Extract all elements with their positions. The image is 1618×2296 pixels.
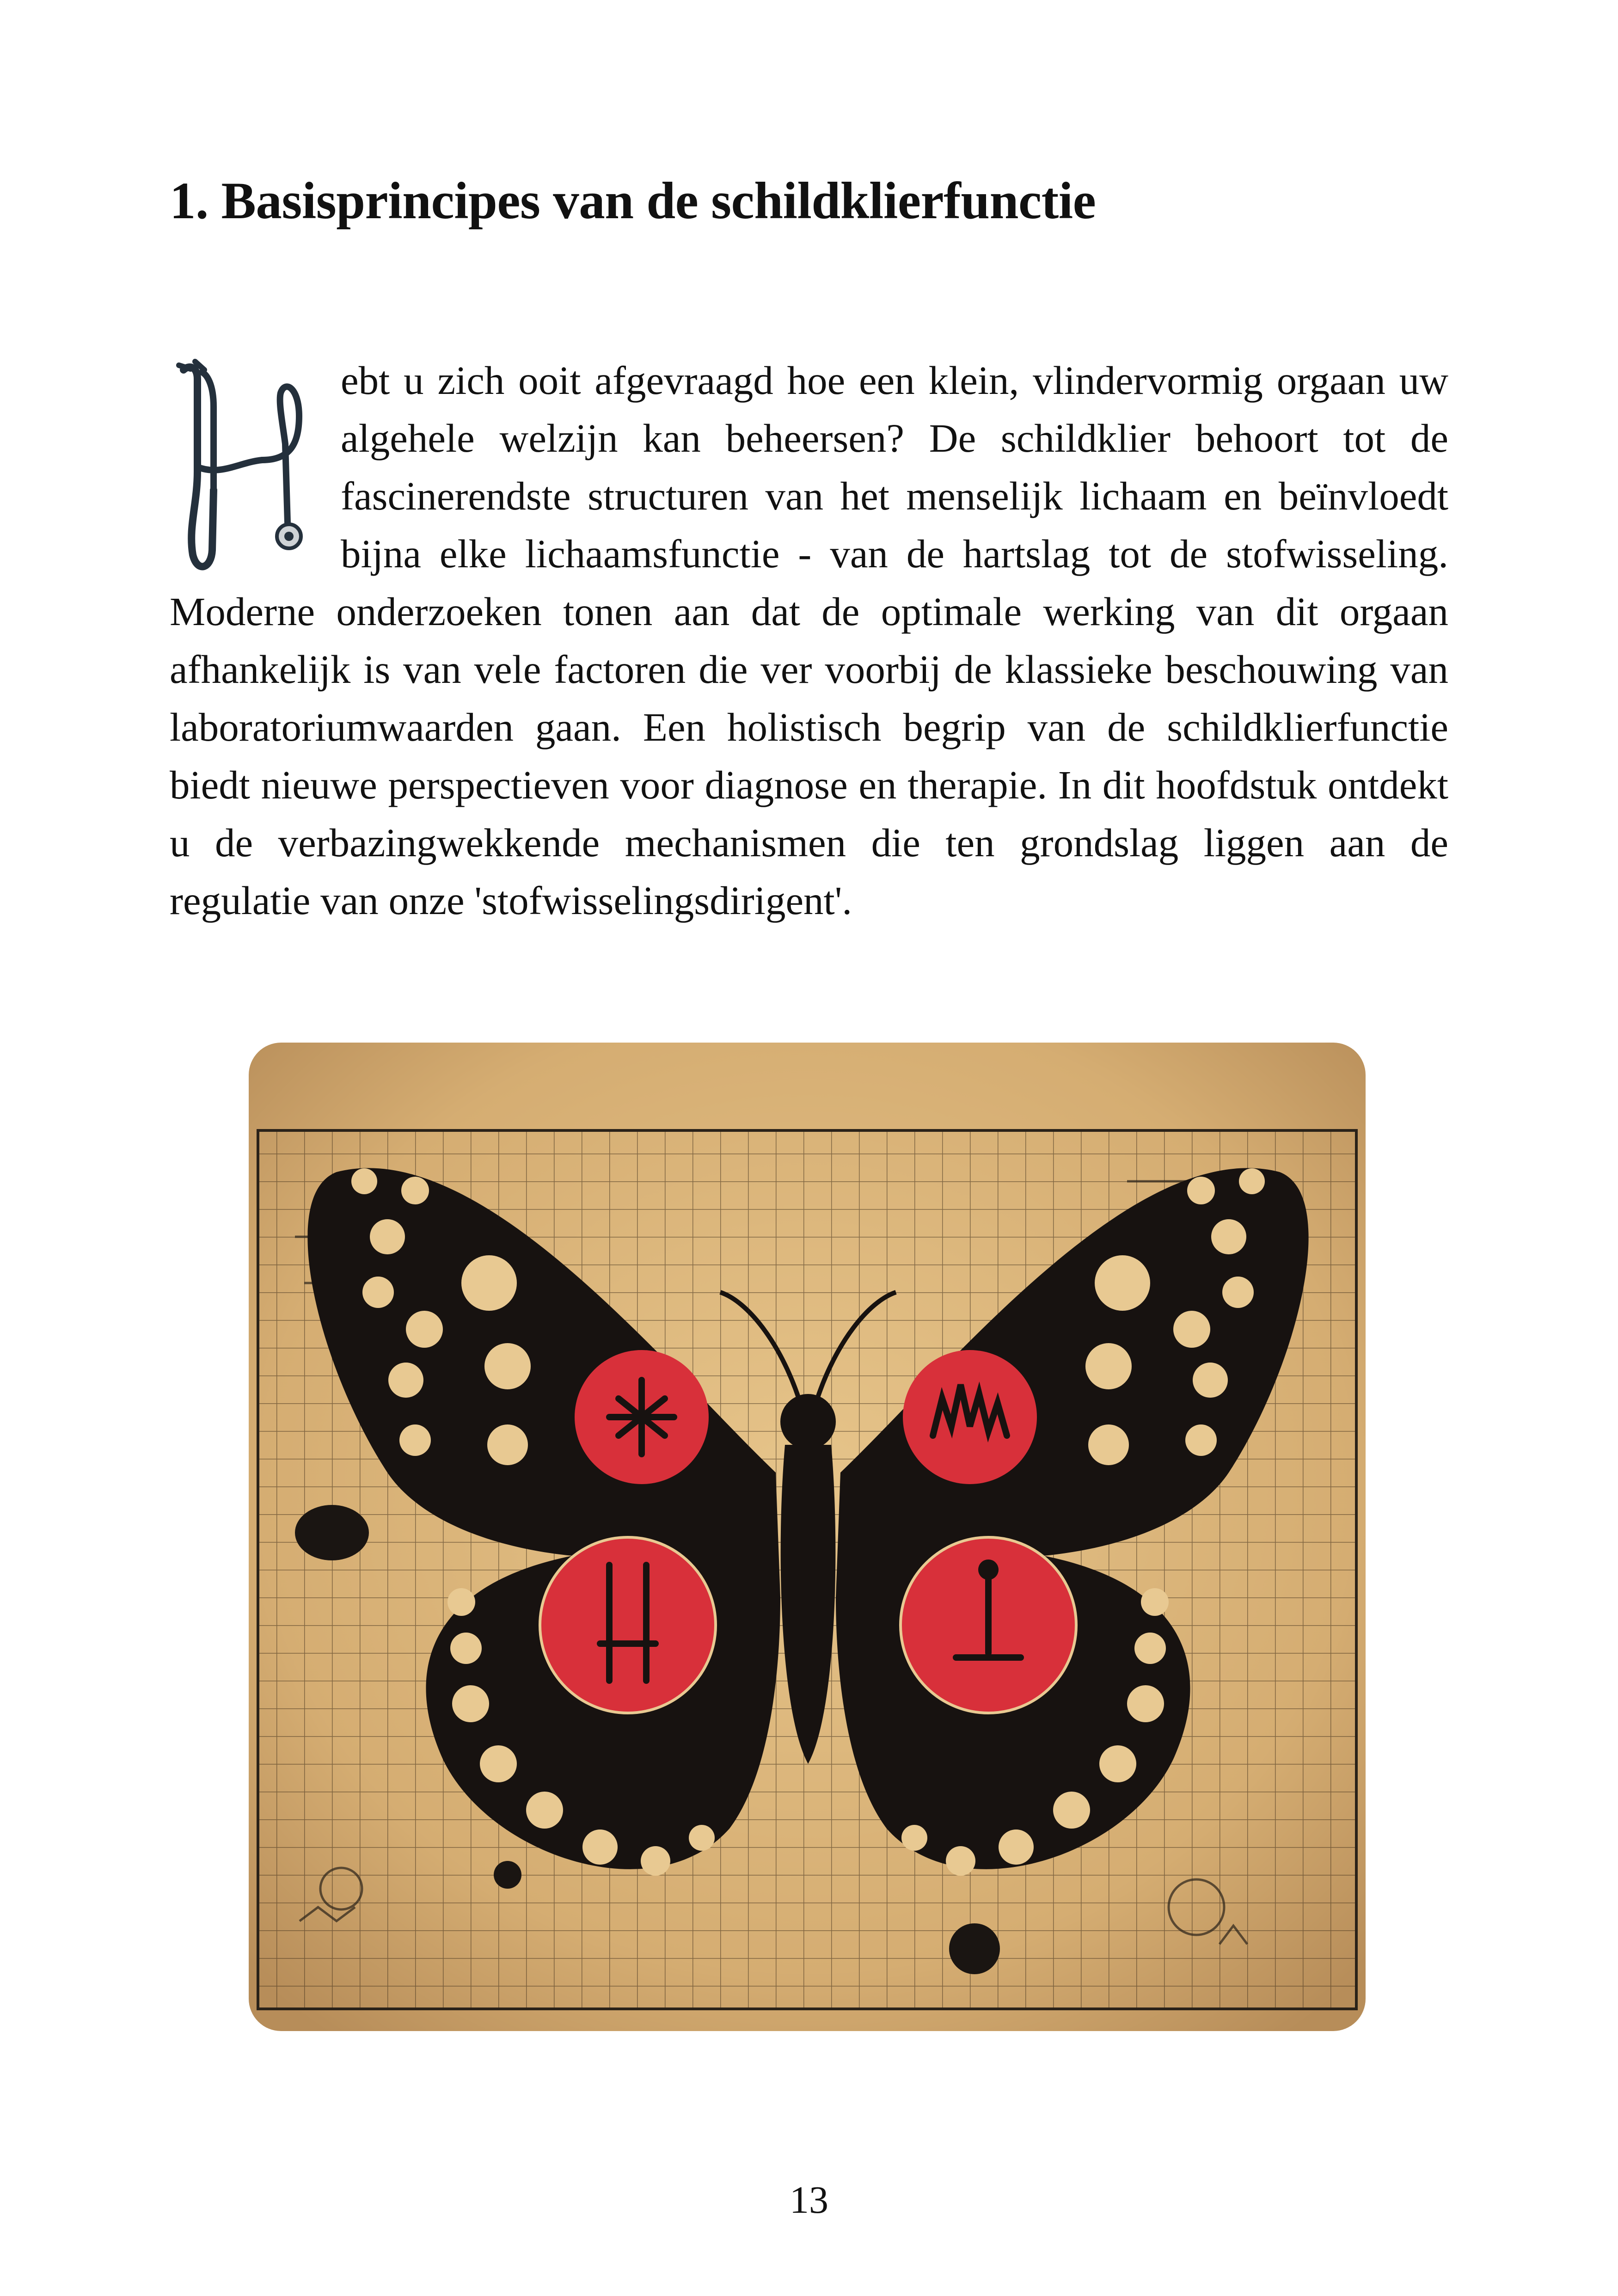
chapter-heading: 1. Basisprincipes van de schildklierfunctie (170, 172, 1096, 230)
dropcap-h-stethoscope (170, 351, 331, 583)
paragraph-text: ebt u zich ooit afgevraagd hoe een klein, vlindervormig orgaan uw algehele welzijn kan beheersen? De schildklier behoort tot de fascinerendste structuren van het menselijk lichaam en beïnvloedt bijna elke lichaamsfunctie - van de hartslag tot de stofwisseling. Moderne onderzoeken tonen aan dat de optimale werking van dit orgaan afhankelijk is van vele factoren die ver voorbij de klassieke beschouwing van laboratoriumwaarden gaan. Een holistisch begrip van de schildklierfunctie biedt nieuwe perspectieven voor diagnose en therapie. In dit hoofdstuk ontdekt u de verbazingwekkende mechanismen die ten grondslag liggen aan de regulatie van onze 'stofwisselingsdirigent'. (170, 358, 1448, 923)
page-number: 13 (790, 2179, 828, 2222)
intro-paragraph (170, 351, 1448, 929)
butterfly-illustration (249, 1043, 1366, 2031)
stethoscope-icon (170, 351, 327, 583)
